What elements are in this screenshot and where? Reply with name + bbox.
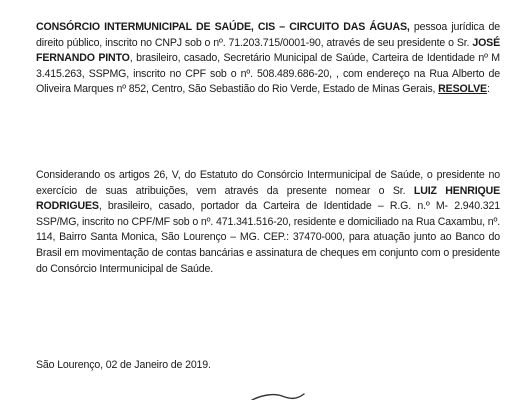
resolution-paragraph-2 [36,168,500,277]
resolve-keyword: RESOLVE [438,83,487,96]
signature-mark [248,388,308,400]
paragraph-1-text-b: , brasileiro, casado, Secretário Municipal de Saúde, Carteira de Identidade nº M 3.415.263, SSPMG, inscrito no CPF sob o nº. 508.489.686-20, , com endereço na Rua Alberto de Oliveira Marques nº 852, Centro, São Sebastião do Rio Verde, Estado de Minas Gerais, [36,52,500,96]
appointee-name: LUIZ HENRIQUE RODRIGUES [36,184,500,213]
resolution-paragraph-1 [36,20,500,98]
paragraph-1-text-c: : [486,83,490,96]
president-name: JOSÉ FERNANDO PINTO [36,36,500,65]
paragraph-2-text-b: , brasileiro, casado, portador da Carteira de Identidade – R.G. n.º M- 2.940.321 SSP/MG, inscrito no CPF/MF sob o nº. 471.341.516-20, residente e domiciliado na Rua Caxambu, nº. 114, Bairro Santa Monica, São Lourenço – MG. CEP.: 37470-000, para atuação junto ao Banco do Brasil em movimentação de contas bancárias e assinatura de cheques em conjunto com o presidente do Consórcio Intermunicipal de Saúde. [36,200,500,275]
organization-name: CONSÓRCIO INTERMUNICIPAL DE SAÚDE, CIS – CIRCUITO DAS ÁGUAS, [36,21,410,33]
paragraph-2-text-a: Considerando os artigos 26, V, do Estatuto do Consórcio Intermunicipal de Saúde, o presidente no exercício de suas atribuições, vem através da presente nomear o Sr. [36,169,500,197]
date-line: São Lourenço, 02 de Janeiro de 2019. [36,359,211,371]
signature-stroke-icon [248,389,308,400]
paragraph-1-text-a: pessoa jurídica de direito público, inscrito no CNPJ sob o nº. 71.203.715/0001-90, através de seu presidente o Sr. [36,21,500,49]
